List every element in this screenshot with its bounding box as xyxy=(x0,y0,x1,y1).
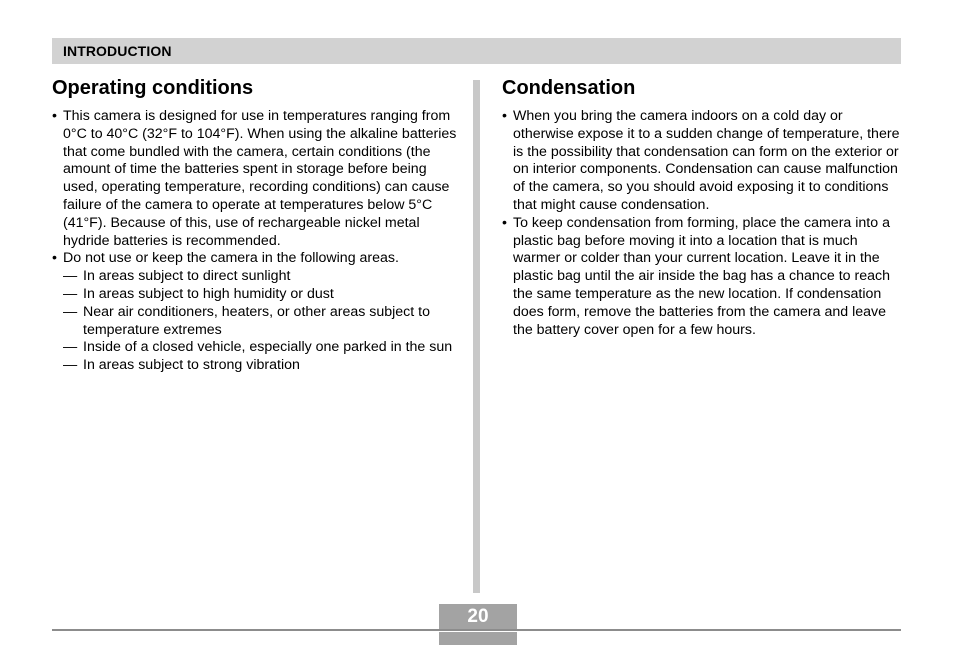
operating-conditions-body xyxy=(52,108,457,375)
bullet-text: To keep condensation from forming, place the camera into a plastic bag before moving it into a location that is much warmer or colder than your current location. Leave it in the plastic bag until the air inside the bag has a chance to reach the same temperature as the new location. If condensation does form, remove the batteries from the camera and leave the battery cover open for a few hours. xyxy=(513,214,891,338)
dash-icon: — xyxy=(63,357,78,374)
list-item xyxy=(52,108,457,250)
dash-icon: — xyxy=(63,285,78,302)
dash-text: Inside of a closed vehicle, especially one parked in the sun xyxy=(83,339,453,356)
page-number-box-lower xyxy=(439,632,517,645)
operating-conditions-heading: Operating conditions xyxy=(52,77,254,99)
right-column xyxy=(502,76,902,339)
bullet-text: Do not use or keep the camera in the following areas. xyxy=(63,250,399,267)
condensation-body xyxy=(502,108,902,339)
bullet-text: When you bring the camera indoors on a cold day or otherwise expose it to a sudden change of temperature, there is the possibility that condensation can form on the exterior or on interior components. Condensation can cause malfunction of the camera, so you should avoid exposing it to conditions that might cause condensation. xyxy=(513,108,900,213)
dash-icon: — xyxy=(63,303,78,320)
bullet-icon: • xyxy=(502,108,507,124)
list-item xyxy=(52,268,457,286)
section-title: INTRODUCTION xyxy=(63,43,172,59)
page-number-box xyxy=(439,604,517,629)
list-item xyxy=(52,339,457,357)
page-number: 20 xyxy=(467,606,489,627)
list-item xyxy=(52,304,457,340)
dash-text: Near air conditioners, heaters, or other areas subject to temperature extremes xyxy=(83,303,430,338)
section-header-bar xyxy=(52,38,901,64)
left-column xyxy=(52,76,457,375)
list-item xyxy=(52,250,457,268)
dash-icon: — xyxy=(63,268,78,285)
bullet-text: This camera is designed for use in temperatures ranging from 0°C to 40°C (32°F to 104°F). When using the alkaline batteries that come bundled with the camera, certain conditions (the amount of time the batteries spent in storage before being used, operating temperature, recording conditions) can cause failure of the camera to operate at temperatures below 5°C (41°F). Because of this, use of rechargeable nickel metal hydride batteries is recommended. xyxy=(63,108,457,249)
condensation-heading: Condensation xyxy=(502,77,636,99)
list-item xyxy=(52,286,457,304)
dash-text: In areas subject to strong vibration xyxy=(83,357,300,374)
list-item xyxy=(502,108,902,215)
list-item xyxy=(52,357,457,375)
bullet-icon: • xyxy=(502,214,507,231)
footer-rule xyxy=(52,629,901,631)
dash-icon: — xyxy=(63,339,78,356)
dash-text: In areas subject to direct sunlight xyxy=(83,268,291,285)
bullet-icon: • xyxy=(52,108,57,124)
column-divider xyxy=(473,80,480,593)
list-item xyxy=(502,215,902,340)
dash-text: In areas subject to high humidity or dust xyxy=(83,285,334,302)
bullet-icon: • xyxy=(52,250,57,267)
